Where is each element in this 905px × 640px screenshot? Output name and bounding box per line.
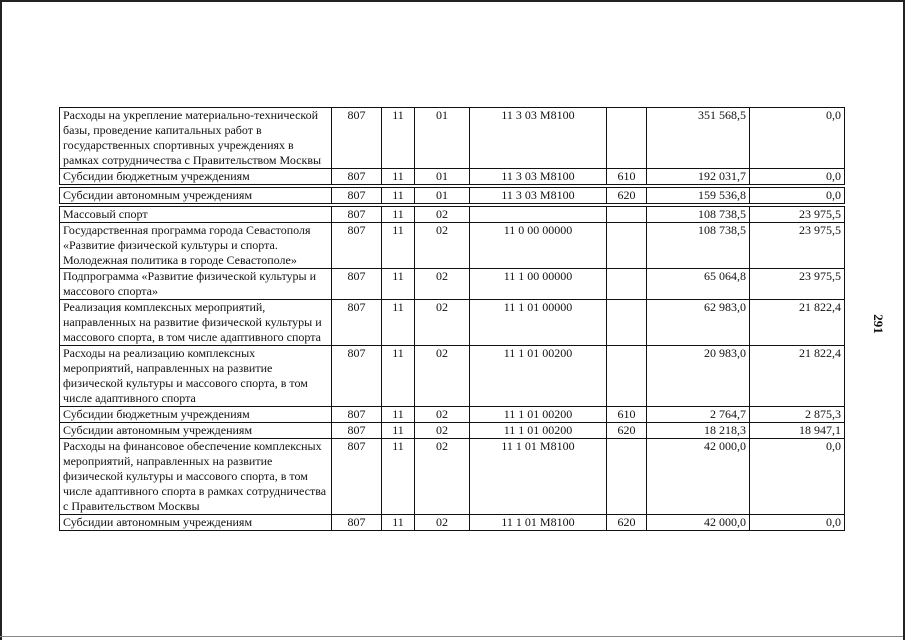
cell-expense-type [607,300,647,346]
budget-table [59,107,845,531]
cell-amount-1: 42 000,0 [647,439,750,515]
cell-amount-1: 20 983,0 [647,346,750,407]
cell-name: Расходы на реализацию комплексных мероприятий, направленных на развитие физической культуры и массового спорта, в том числе адаптивного спорта [60,346,332,407]
cell-amount-2: 23 975,5 [750,223,845,269]
cell-amount-2: 0,0 [750,439,845,515]
cell-subsection: 02 [415,423,470,439]
cell-name: Расходы на укрепление материально-технической базы, проведение капитальных работ в государственных спортивных учреждениях в рамках сотрудничества с Правительством Москвы [60,108,332,169]
cell-section: 11 [382,515,415,531]
cell-subsection: 02 [415,269,470,300]
cell-subsection: 02 [415,346,470,407]
cell-ministry: 807 [332,269,382,300]
cell-expense-type [607,269,647,300]
cell-amount-2: 0,0 [750,188,845,204]
cell-name: Субсидии автономным учреждениям [60,515,332,531]
table-row [60,223,845,269]
cell-ministry: 807 [332,169,382,185]
cell-name: Субсидии бюджетным учреждениям [60,169,332,185]
cell-section: 11 [382,346,415,407]
cell-target-code: 11 1 01 M8100 [470,439,607,515]
table-row [60,515,845,531]
table-row [60,169,845,185]
cell-name: Субсидии бюджетным учреждениям [60,407,332,423]
cell-expense-type: 610 [607,407,647,423]
table-row [60,108,845,169]
cell-ministry: 807 [332,188,382,204]
cell-amount-2: 0,0 [750,169,845,185]
table-row [60,346,845,407]
cell-expense-type [607,223,647,269]
cell-amount-2: 21 822,4 [750,300,845,346]
table-row [60,188,845,204]
cell-subsection: 01 [415,188,470,204]
cell-section: 11 [382,108,415,169]
cell-amount-1: 62 983,0 [647,300,750,346]
cell-target-code: 11 0 00 00000 [470,223,607,269]
cell-target-code: 11 1 01 00200 [470,423,607,439]
cell-name: Подпрограмма «Развитие физической культуры и массового спорта» [60,269,332,300]
cell-section: 11 [382,207,415,223]
cell-amount-1: 2 764,7 [647,407,750,423]
cell-amount-1: 351 568,5 [647,108,750,169]
cell-amount-1: 159 536,8 [647,188,750,204]
cell-ministry: 807 [332,515,382,531]
cell-target-code: 11 1 00 00000 [470,269,607,300]
cell-subsection: 02 [415,515,470,531]
cell-ministry: 807 [332,108,382,169]
cell-section: 11 [382,223,415,269]
page-border-top [0,0,905,2]
cell-expense-type [607,439,647,515]
cell-ministry: 807 [332,223,382,269]
cell-amount-1: 18 218,3 [647,423,750,439]
cell-section: 11 [382,269,415,300]
cell-ministry: 807 [332,407,382,423]
cell-subsection: 02 [415,207,470,223]
cell-amount-2: 0,0 [750,515,845,531]
cell-expense-type [607,346,647,407]
cell-amount-1: 42 000,0 [647,515,750,531]
cell-name: Государственная программа города Севастополя «Развитие физической культуры и спорта. Молодежная политика в городе Севастополе» [60,223,332,269]
cell-amount-1: 192 031,7 [647,169,750,185]
cell-amount-2: 23 975,5 [750,207,845,223]
cell-amount-1: 108 738,5 [647,207,750,223]
cell-subsection: 02 [415,439,470,515]
cell-section: 11 [382,423,415,439]
table-row [60,407,845,423]
cell-expense-type: 610 [607,169,647,185]
cell-section: 11 [382,169,415,185]
cell-amount-2: 2 875,3 [750,407,845,423]
cell-ministry: 807 [332,346,382,407]
page-border-left [0,0,2,640]
cell-section: 11 [382,407,415,423]
table-row [60,439,845,515]
cell-subsection: 01 [415,108,470,169]
cell-target-code [470,207,607,223]
cell-amount-2: 23 975,5 [750,269,845,300]
cell-target-code: 11 1 01 00000 [470,300,607,346]
cell-amount-2: 0,0 [750,108,845,169]
cell-name: Расходы на финансовое обеспечение комплексных мероприятий, направленных на развитие физической культуры и массового спорта, в том числе адаптивного спорта в рамках сотрудничества с Правительством Москвы [60,439,332,515]
page-number: 291 [871,314,886,334]
cell-section: 11 [382,439,415,515]
cell-name: Реализация комплексных мероприятий, направленных на развитие физической культуры и массового спорта, в том числе адаптивного спорта [60,300,332,346]
table-row [60,300,845,346]
cell-subsection: 02 [415,223,470,269]
page-border-bottom [0,636,905,637]
cell-amount-2: 18 947,1 [750,423,845,439]
cell-target-code: 11 3 03 M8100 [470,108,607,169]
cell-target-code: 11 3 03 M8100 [470,169,607,185]
cell-subsection: 02 [415,407,470,423]
cell-target-code: 11 1 01 00200 [470,346,607,407]
cell-subsection: 02 [415,300,470,346]
cell-ministry: 807 [332,300,382,346]
cell-ministry: 807 [332,423,382,439]
cell-amount-2: 21 822,4 [750,346,845,407]
cell-name: Субсидии автономным учреждениям [60,188,332,204]
cell-target-code: 11 1 01 00200 [470,407,607,423]
cell-expense-type: 620 [607,188,647,204]
cell-name: Массовый спорт [60,207,332,223]
cell-expense-type [607,108,647,169]
cell-amount-1: 65 064,8 [647,269,750,300]
cell-target-code: 11 3 03 M8100 [470,188,607,204]
cell-section: 11 [382,188,415,204]
cell-amount-1: 108 738,5 [647,223,750,269]
cell-expense-type: 620 [607,515,647,531]
table-row [60,269,845,300]
cell-ministry: 807 [332,439,382,515]
table-row [60,207,845,223]
cell-name: Субсидии автономным учреждениям [60,423,332,439]
cell-subsection: 01 [415,169,470,185]
budget-table-body [60,108,845,531]
cell-section: 11 [382,300,415,346]
cell-expense-type: 620 [607,423,647,439]
cell-ministry: 807 [332,207,382,223]
cell-expense-type [607,207,647,223]
cell-target-code: 11 1 01 M8100 [470,515,607,531]
table-row [60,423,845,439]
